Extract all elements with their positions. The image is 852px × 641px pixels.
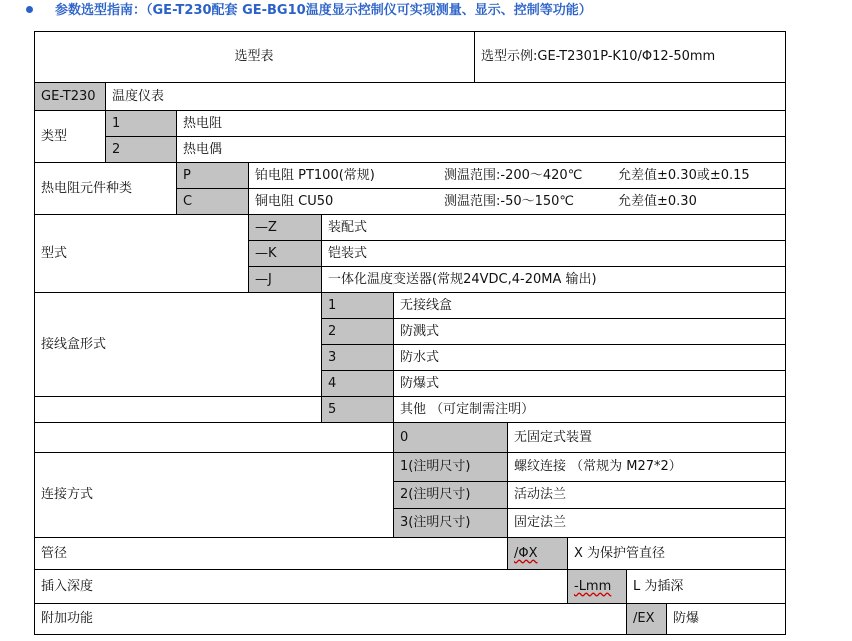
- tube-code-text: /ΦX: [514, 545, 538, 561]
- model-code: GE-T230: [41, 88, 96, 104]
- guide-heading-text: （GE-T230配套 GE-BG10温度显示控制仪可实现测量、显示、控制等功能）: [146, 3, 592, 18]
- guide-heading-label: 参数选型指南：: [55, 3, 147, 18]
- rtd-name: 铂电阻 PT100(常规): [255, 167, 375, 183]
- depth-label: 插入深度: [41, 578, 94, 594]
- junction-name: 防溅式: [400, 323, 440, 339]
- rtd-code: C: [183, 193, 193, 209]
- connection-code: 2(注明尺寸): [400, 487, 471, 502]
- connection-name: 固定法兰: [514, 515, 567, 530]
- type-name: 热电阻: [183, 115, 223, 131]
- junction-code: 5: [328, 401, 337, 417]
- type-code: 2: [112, 141, 121, 157]
- extra-code: /EX: [633, 611, 655, 626]
- type-code: 1: [112, 115, 121, 131]
- junction-code: 2: [328, 323, 337, 339]
- connection-code: 0: [400, 429, 409, 445]
- rtd-label: 热电阻元件种类: [41, 180, 133, 196]
- connection-name: 螺纹连接 （常规为 M27*2）: [514, 459, 682, 474]
- rtd-tolerance: 允差值±0.30: [618, 193, 697, 209]
- rtd-range: 测温范围:-50～150℃: [444, 193, 575, 209]
- connection-label: 连接方式: [41, 487, 94, 502]
- depth-code: [567, 569, 626, 603]
- tube-code: [507, 537, 567, 569]
- junction-name: 防水式: [400, 349, 440, 365]
- junction-label: 接线盒形式: [41, 336, 107, 352]
- form-code: —J: [255, 271, 272, 287]
- rule-bottom: [34, 634, 786, 635]
- rtd-code: P: [183, 167, 191, 183]
- connection-code: 3(注明尺寸): [400, 515, 471, 530]
- depth-desc: L 为插深: [633, 578, 684, 594]
- tube-label: 管径: [41, 545, 68, 561]
- rtd-name: 铜电阻 CU50: [255, 193, 334, 209]
- extra-label: 附加功能: [41, 611, 94, 626]
- type-name: 热电偶: [183, 141, 223, 157]
- rtd-tolerance: 允差值±0.30或±0.15: [618, 167, 750, 183]
- connection-name: 无固定式装置: [514, 429, 593, 445]
- rtd-range: 测温范围:-200～420℃: [444, 167, 583, 183]
- junction-code: 3: [328, 349, 337, 365]
- rule-right: [785, 31, 786, 635]
- junction-name: 其他 （可定制需注明）: [400, 401, 535, 417]
- form-name: 铠装式: [328, 245, 368, 261]
- junction-code: 1: [328, 297, 337, 313]
- form-code: —Z: [255, 219, 277, 235]
- selection-example: 选型示例:GE-T2301P-K10/Φ12-50mm: [481, 49, 716, 64]
- junction-code: 4: [328, 375, 337, 391]
- form-label: 型式: [41, 245, 68, 261]
- tube-desc: X 为保护管直径: [574, 545, 666, 561]
- type-label: 类型: [41, 128, 68, 144]
- junction-name: 无接线盒: [400, 297, 453, 313]
- table-title: 选型表: [234, 49, 274, 64]
- connection-name: 活动法兰: [514, 487, 567, 502]
- model-name: 温度仪表: [112, 88, 165, 104]
- junction-name: 防爆式: [400, 375, 440, 391]
- form-code: —K: [255, 245, 277, 261]
- depth-code-text: -Lmm: [574, 578, 612, 594]
- extra-desc: 防爆: [673, 611, 700, 626]
- form-name: 一体化温度变送器(常规24VDC,4-20MA 输出): [328, 271, 597, 287]
- form-name: 装配式: [328, 219, 368, 235]
- connection-code: 1(注明尺寸): [400, 459, 471, 474]
